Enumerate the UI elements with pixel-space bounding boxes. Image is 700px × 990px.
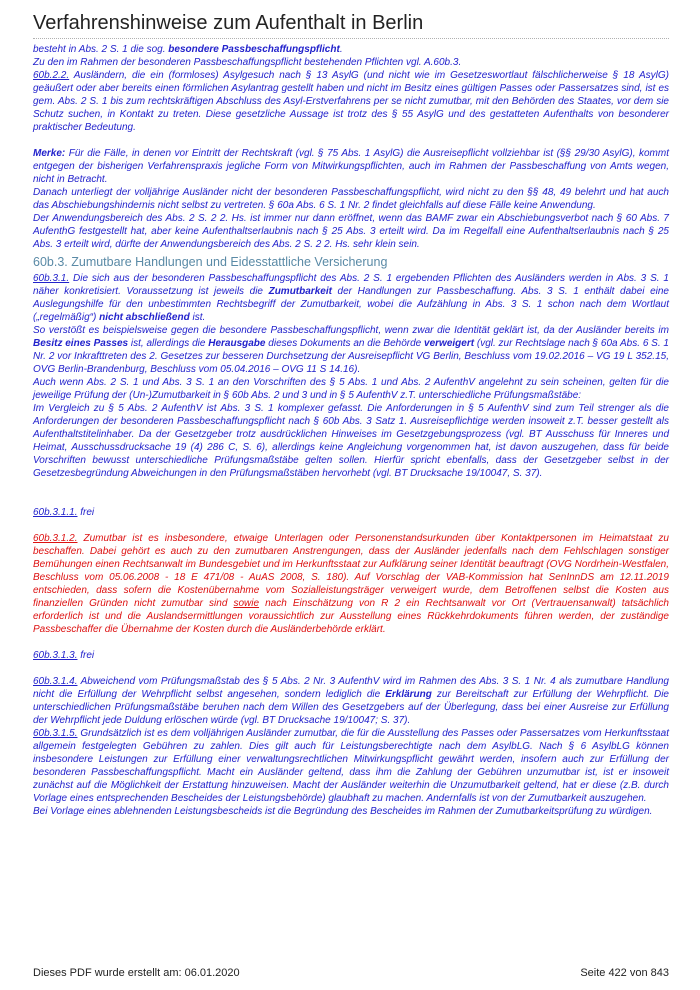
bold-term: Zumutbarkeit	[268, 286, 332, 297]
section-ref-link[interactable]: 60b.3.1.	[33, 273, 70, 284]
text-run: ist, allerdings die	[128, 338, 209, 349]
text-run: .	[339, 44, 343, 55]
text-run: So verstößt es beispielsweise gegen die besondere Passbeschaffungspflicht, wenn zwar die Identität geklärt ist, da der Ausländer bereits im	[33, 325, 669, 336]
page-header-title: Verfahrenshinweise zum Aufenthalt in Berlin	[33, 12, 424, 34]
paragraph: Danach unterliegt der volljährige Ausländer nicht der besonderen Passbeschaffungspflicht, wird nicht zu den §§ 48, 49 belehrt und hat auch das Abschiebungshindernis nicht selbst zu vertreten. § 60a Abs. 6 S. 1 Nr. 2 findet gleichfalls auf diese Fälle keine Anwendung.	[33, 187, 669, 211]
text-run: frei	[77, 650, 95, 661]
spacer	[33, 519, 669, 532]
paragraph	[33, 506, 669, 519]
section-ref-link[interactable]: 60b.2.2.	[33, 70, 70, 81]
text-run: nach Einschätzung von R 2 ein Rechtsanwalt vor Ort (Vertrauensanwalt) tatsächlich erforderlich ist und die Auslandsermittlungen voraussichtlich zur Ausstellung eines Rückkehrdokuments führen werden, der zuständige Passbeschaffer die Übernahme der Kosten durch die Ausländerbehörde erklärt.	[33, 598, 669, 635]
spacer	[33, 134, 669, 147]
text-run: Zumutbar ist es insbesondere, etwaige Unterlagen oder Personenstandsurkunden über Kontaktpersonen im Heimatstaat zu beschaffen. Dabei gehört es auch zu den zumutbaren Anstrengungen, dass der Ausländer jedenfalls nach dem Fehlschlagen sonstiger Bemühungen einen Rechtsanwalt im Bundesgebiet und im Herkunftsstaat zur Aufklärung seiner Identität beauftragt (OVG Nordrhein-Westfalen, Beschluss vom 05.06.2008 - 18 E 471/08 - AuAS 2008, S. 180). Auf Vorschlag der VAB-Kommission hat SenInnDS am 12.11.2019 entschieden, dass sofern die Kostenübernahme vom Sozialleistungsträger verweigert wurde, dem Betroffenen selbst die Kosten aus finanziellen Gründen nicht zumutbar sind	[33, 533, 669, 609]
paragraph	[33, 324, 669, 376]
bold-term: Erklärung	[385, 689, 432, 700]
paragraph	[33, 532, 669, 636]
paragraph: Auch wenn Abs. 2 S. 1 und Abs. 3 S. 1 an den Vorschriften des § 5 Abs. 1 und Abs. 2 AufenthV angelehnt zu sein scheinen, gelten für die jeweilige Prüfung der (Un-)Zumutbarkeit in § 60b Abs. 2 und 3 und in § 5 AufenthV z.T. unterschiedliche Prüfungsmaßstäbe:	[33, 377, 669, 401]
footer-page-number: Seite 422 von 843	[580, 967, 669, 979]
text-run: zur Bereitschaft zur Erfüllung der Wehrpflicht. Die unterschiedlichen Prüfungsmaßstäbe beruhen nach dem Willen des Gesetzgebers auf der Überlegung, dass bei einer Ausreise zur Erfüllung der Wehrpflicht jede Duldung erlöschen würde (vgl. BT Drucksache 19/10047; S. 37).	[33, 689, 669, 726]
paragraph: Im Vergleich zu § 5 Abs. 2 AufenthV ist Abs. 3 S. 1 komplexer gefasst. Die Anforderungen in § 5 AufenthV sind zum Teil strenger als die Anforderungen der besonderen Passbeschaffungspflicht nach § 60b Abs. 3 Satz 1. Ausreisepflichtige werden insoweit z.T. besser gestellt als Aufenthaltstitelinhaber. Da der Gesetzgeber trotz ausdrücklichen Hinweises im Gesetzgebungsprozess (vgl. BT Ausschuss für Inneres und Heimat, Ausschussdrucksache 19 (4) 286 C, S. 6), allerdings keine Angleichung vorgenommen hat, ist davon auszugehen, dass für beide Vorschriften bewusst unterschiedliche Prüfungsmaßstäbe gelten sollen. Hierfür spricht ebenfalls, dass der Gesetzgeber selbst in der Gesetzesbegründung Abweichungen in den Prüfungsmaßstäben hervorhebt (vgl. BT Drucksache 19/10047, S. 37).	[33, 403, 669, 479]
paragraph	[33, 43, 669, 56]
paragraph	[33, 649, 669, 662]
paragraph	[33, 727, 669, 805]
section-ref-link[interactable]: 60b.3.1.1.	[33, 507, 78, 518]
text-run: Grundsätzlich ist es dem volljährigen Ausländer zumutbar, die für die Ausstellung des Passes oder Passersatzes vom Herkunftsstaat allgemein festgelegten Gebühren zu zahlen. Dies gilt auch für Leistungsberechtigte nach dem AsylbLG. Nach § 6 AsylbLG können insbesondere Leistungen zur Erfüllung einer verwaltungsrechtlichen Mitwirkungspflicht gewährt werden, insofern auch zur Erfüllung der besonderen Passbeschaffungspflicht. Macht ein Ausländer geltend, dass ihm die Zahlung der Gebühren unzumutbar ist, ist er insoweit zunächst auf die Möglichkeit der Erstattung hinzuweisen. Macht der Ausländer weiterhin die Unzumutbarkeit geltend, hat er diese (z.B. durch Vorlage eines entsprechenden Bescheides der Leistungsbehörde) glaubhaft zu machen. Andernfalls ist von der Zumutbarkeit auszugehen.	[33, 728, 669, 804]
section-heading: 60b.3. Zumutbare Handlungen und Eidesstattliche Versicherung	[33, 255, 388, 269]
note-label: Merke:	[33, 148, 66, 159]
underlined-term: sowie	[233, 598, 260, 609]
paragraph	[33, 272, 669, 324]
text-run: Für die Fälle, in denen vor Eintritt der Rechtskraft (vgl. § 75 Abs. 1 AsylG) die Ausreisepflicht vollziehbar ist (§§ 29/30 AsylG), kommt entgegen der bisherigen Verfahrenspraxis jegliche Form von Mitwirkungspflichten, auch im Rahmen der Passbeschaffung von Amts wegen, nicht in Betracht.	[33, 148, 669, 185]
spacer	[33, 636, 669, 649]
paragraph: Bei Vorlage eines ablehnenden Leistungsbescheids ist die Begründung des Bescheides im Rahmen der Zumutbarkeitsprüfung zu würdigen.	[33, 806, 653, 817]
text-run: Ausländern, die ein (formloses) Asylgesuch nach § 13 AsylG (und nicht wie im Gesetzeswortlaut fälschlicherweise § 18 AsylG) geäußert oder aber bereits einen förmlichen Asylantrag gestellt haben und nicht im Besitz eines gültigen Passes oder Passersatzes sind, ist es gem. Abs. 2 S. 1 bis zum rechtskräftigen Abschluss des Asyl-Erstverfahrens per se nicht zumutbar, mit den Behörden des Staates, vor dem sie Schutz suchen, in Kontakt zu treten. Diese gesetzliche Aussage ist trotz des § 55 AsylG und des gestatteten Aufenthalts von besonderer praktischer Bedeutung.	[33, 70, 669, 133]
text-run: besteht in Abs. 2 S. 1 die sog.	[33, 44, 169, 55]
paragraph	[33, 675, 669, 727]
paragraph	[33, 69, 669, 134]
bold-term: nicht abschließend	[99, 312, 190, 323]
text-run: frei	[77, 507, 95, 518]
bold-term: Besitz eines Passes	[33, 338, 129, 349]
text-run: ist.	[189, 312, 206, 323]
footer-created-date: Dieses PDF wurde erstellt am: 06.01.2020	[33, 967, 240, 979]
spacer	[33, 662, 669, 675]
bold-term: verweigert	[424, 338, 475, 349]
section-ref-link[interactable]: 60b.3.1.5.	[33, 728, 78, 739]
section-ref-link[interactable]: 60b.3.1.3.	[33, 650, 78, 661]
paragraph: Zu den im Rahmen der besonderen Passbeschaffungspflicht bestehenden Pflichten vgl. A.60b.3.	[33, 57, 462, 68]
paragraph: Der Anwendungsbereich des Abs. 2 S. 2 2. Hs. ist immer nur dann eröffnet, wenn das BAMF zwar ein Abschiebungsverbot nach § 60 Abs. 7 AufenthG festgestellt hat, aber keine Aufenthaltserlaubnis nach § 25 Abs. 3 erteilt wird. Da im Regelfall eine Aufenthaltserlaubnis nach § 25 Abs. 3 erteilt wird, dürfte der Anwendungsbereich des Abs. 2 S. 2 2. Hs. sehr klein sein.	[33, 213, 669, 250]
text-run: dieses Dokuments an die Behörde	[265, 338, 425, 349]
section-ref-link[interactable]: 60b.3.1.4.	[33, 676, 78, 687]
text-run: (vgl. zur Rechtslage nach § 60a Abs. 6 S. 1 Nr. 2 vor Inkrafttreten des 2. Gesetzes zur besseren Durchsetzung der Ausreisepflicht VG Berlin, Beschluss vom 19.02.2016 – VG 19 L 352.15, OVG Berlin-Brandenburg, Beschluss vom 05.04.2016 – OVG 11 S 14.16).	[33, 338, 669, 375]
text-run: der Handlungen zur Passbeschaffung. Abs. 3 S. 1 enthält dabei eine Auslegungshilfe für den unbestimmten Rechtsbegriff der Zumutbarkeit, wobei die Aufzählung in Abs. 3 S. 1 schon nach dem Wortlaut („regelmäßig“)	[33, 286, 669, 323]
header-divider	[33, 38, 669, 39]
document-body	[33, 43, 669, 818]
bold-term: Herausgabe	[208, 338, 266, 349]
text-run: Abweichend vom Prüfungsmaßstab des § 5 Abs. 2 Nr. 3 AufenthV wird im Rahmen des Abs. 3 S. 1 Nr. 4 als zumutbare Handlung nicht die Erfüllung der Wehrpflicht selbst angesehen, sondern lediglich die	[33, 676, 669, 700]
text-run: Die sich aus der besonderen Passbeschaffungspflicht des Abs. 2 S. 1 ergebenden Pflichten des Ausländers werden in Abs. 3 S. 1 näher konkretisiert. Voraussetzung ist jeweils die	[33, 273, 669, 297]
section-ref-link[interactable]: 60b.3.1.2.	[33, 533, 78, 544]
bold-term: besondere Passbeschaffungspflicht	[168, 44, 340, 55]
paragraph	[33, 147, 669, 186]
spacer	[33, 480, 669, 506]
